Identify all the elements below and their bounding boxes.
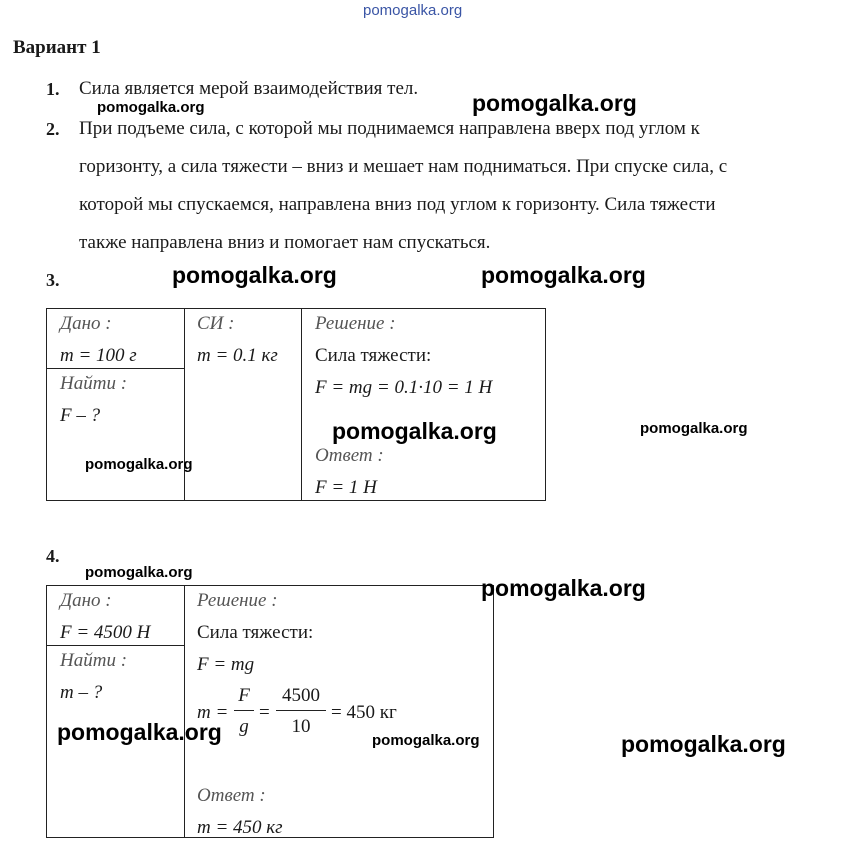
task-3-solution-line-2: F = mg = 0.1·10 = 1 Н: [315, 377, 493, 398]
task-4-find-label: Найти :: [60, 650, 128, 671]
watermark: pomogalka.org: [57, 719, 222, 745]
item-1-text: Сила является мерой взаимодействия тел.: [79, 78, 419, 99]
watermark-top: pomogalka.org: [363, 2, 463, 19]
task-3-divider-2: [301, 308, 302, 501]
task-4-solution-line-1: Сила тяжести:: [197, 622, 314, 643]
task-3-answer-value: F = 1 Н: [315, 477, 377, 498]
task-3-find-value: F – ?: [60, 405, 101, 426]
task-4-fraction-2-numerator: 4500: [282, 685, 320, 706]
task-3-solution-line-1: Сила тяжести:: [315, 345, 432, 366]
watermark: pomogalka.org: [472, 90, 637, 116]
item-2-number: 2.: [46, 119, 60, 139]
task-3-given-value: m = 100 г: [60, 345, 137, 366]
watermark: pomogalka.org: [621, 731, 786, 757]
watermark: pomogalka.org: [640, 420, 748, 437]
watermark: pomogalka.org: [481, 262, 646, 288]
item-4-number: 4.: [46, 546, 60, 566]
task-4-solution-label: Решение :: [197, 590, 278, 611]
task-4-formula-result: = 450 кг: [331, 702, 397, 723]
variant-heading: Вариант 1: [13, 37, 101, 58]
task-4-answer-value: m = 450 кг: [197, 817, 283, 838]
item-2-line-2: горизонту, а сила тяжести – вниз и мешает нам подниматься. При спуске сила, с: [79, 156, 728, 177]
task-4-find-value: m – ?: [60, 682, 103, 703]
watermark: pomogalka.org: [481, 575, 646, 601]
item-2-line-3: которой мы спускаемся, направлена вниз под углом к горизонту. Сила тяжести: [79, 194, 716, 215]
task-4-formula-equals: =: [259, 702, 270, 723]
task-4-fraction-2-bar: [276, 710, 326, 711]
watermark: pomogalka.org: [332, 418, 497, 444]
task-3-si-value: m = 0.1 кг: [197, 345, 278, 366]
watermark: pomogalka.org: [97, 99, 205, 116]
watermark: pomogalka.org: [172, 262, 337, 288]
task-3-given-label: Дано :: [60, 313, 112, 334]
item-2-line-1: При подъеме сила, с которой мы поднимаемся направлена вверх под углом к: [79, 118, 700, 139]
task-4-given-label: Дано :: [60, 590, 112, 611]
task-4-formula-lhs: m =: [197, 702, 229, 723]
task-4-fraction-1-numerator: F: [238, 685, 250, 706]
task-4-fraction-1-denominator: g: [239, 716, 249, 737]
task-4-given-value: F = 4500 Н: [60, 622, 151, 643]
task-4-fraction-2-denominator: 10: [291, 716, 311, 737]
task-4-divider: [184, 585, 185, 838]
task-3-si-label: СИ :: [197, 313, 235, 334]
watermark: pomogalka.org: [85, 456, 193, 473]
task-4-solution-line-2: F = mg: [197, 654, 255, 675]
task-3-find-label: Найти :: [60, 373, 128, 394]
task-4-answer-label: Ответ :: [197, 785, 266, 806]
task-4-fraction-1-bar: [234, 710, 254, 711]
task-3-given-divider: [46, 368, 185, 369]
item-1-number: 1.: [46, 79, 60, 99]
item-2-line-4: также направлена вниз и помогает нам спускаться.: [79, 232, 491, 253]
task-3-solution-label: Решение :: [315, 313, 396, 334]
item-3-number: 3.: [46, 270, 60, 290]
task-4-given-divider: [46, 645, 185, 646]
task-3-answer-label: Ответ :: [315, 445, 384, 466]
watermark: pomogalka.org: [372, 732, 480, 749]
watermark: pomogalka.org: [85, 564, 193, 581]
